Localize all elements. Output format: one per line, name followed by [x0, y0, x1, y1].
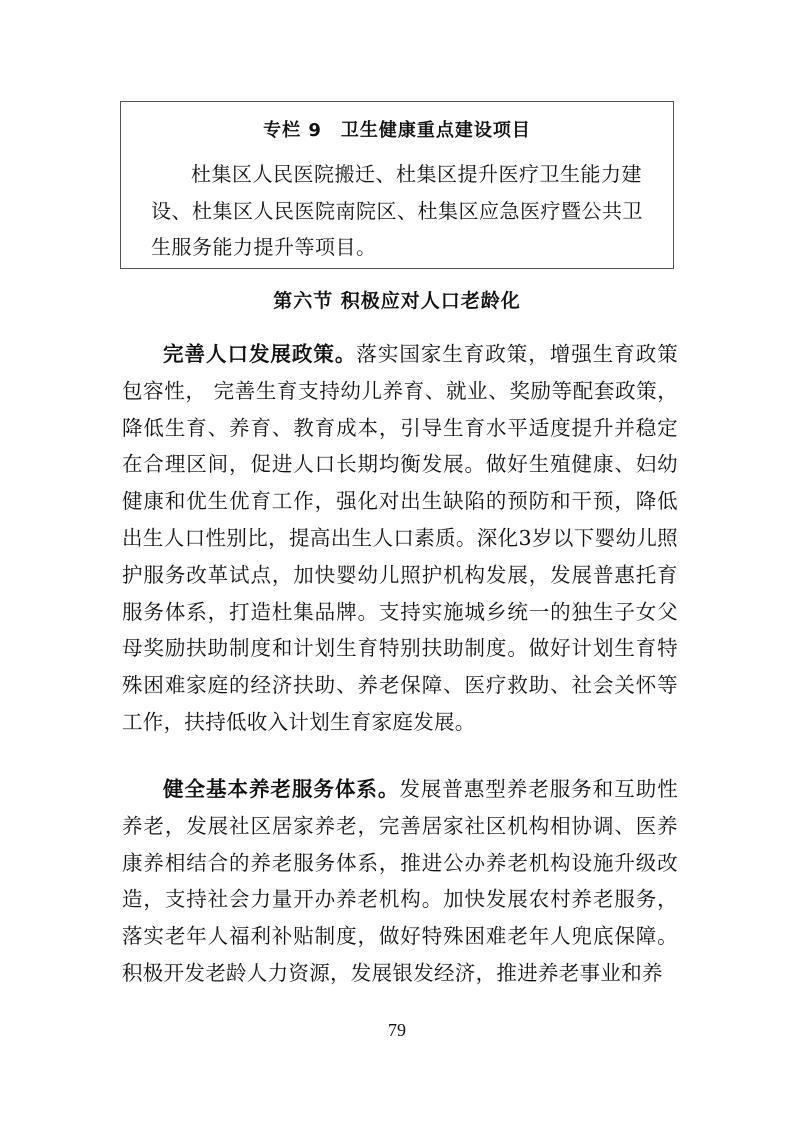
paragraph-elderly-care: [122, 771, 678, 992]
section-title: 第六节 积极应对人口老龄化: [273, 290, 521, 312]
paragraph-population-policy: [122, 336, 678, 741]
paragraph-text: 发展普惠型养老服务和互助性养老，发展社区居家养老，完善居家社区机构相协调、医养康养相结合的养老服务体系，推进公办养老机构设施升级改造，支持社会力量开办养老机构。加快发展农村养老服务，落实老年人福利补贴制度，做好特殊困难老年人兜底保障。积极开发老龄人力资源，发展银发经济，推进养老事业和养: [122, 777, 678, 985]
paragraph-lead: 健全基本养老服务体系。: [163, 777, 400, 801]
paragraph-lead: 完善人口发展政策。: [163, 342, 357, 366]
page-number: 79: [388, 1020, 406, 1040]
column-box: [120, 101, 674, 269]
column-box-title: 专栏 9 卫生健康重点建设项目: [263, 120, 531, 141]
paragraph-text: 落实国家生育政策，增强生育政策包容性， 完善生育支持幼儿养育、就业、奖励等配套政策，降低生育、养育、教育成本，引导生育水平适度提升并稳定在合理区间，促进人口长期均衡发展。做好生殖健康、妇幼健康和优生优育工作，强化对出生缺陷的预防和干预，降低出生人口性别比，提高出生人口素质。深化3岁以下婴幼儿照护服务改革试点，加快婴幼儿照护机构发展，发展普惠托育服务体系，打造杜集品牌。支持实施城乡统一的独生子女父母奖励扶助制度和计划生育特别扶助制度。做好计划生育特殊困难家庭的经济扶助、养老保障、医疗救助、社会关怀等工作，扶持低收入计划生育家庭发展。: [122, 342, 679, 734]
column-box-body: 杜集区人民医院搬迁、杜集区提升医疗卫生能力建设、杜集区人民医院南院区、杜集区应急医疗暨公共卫生服务能力提升等项目。: [151, 162, 643, 259]
